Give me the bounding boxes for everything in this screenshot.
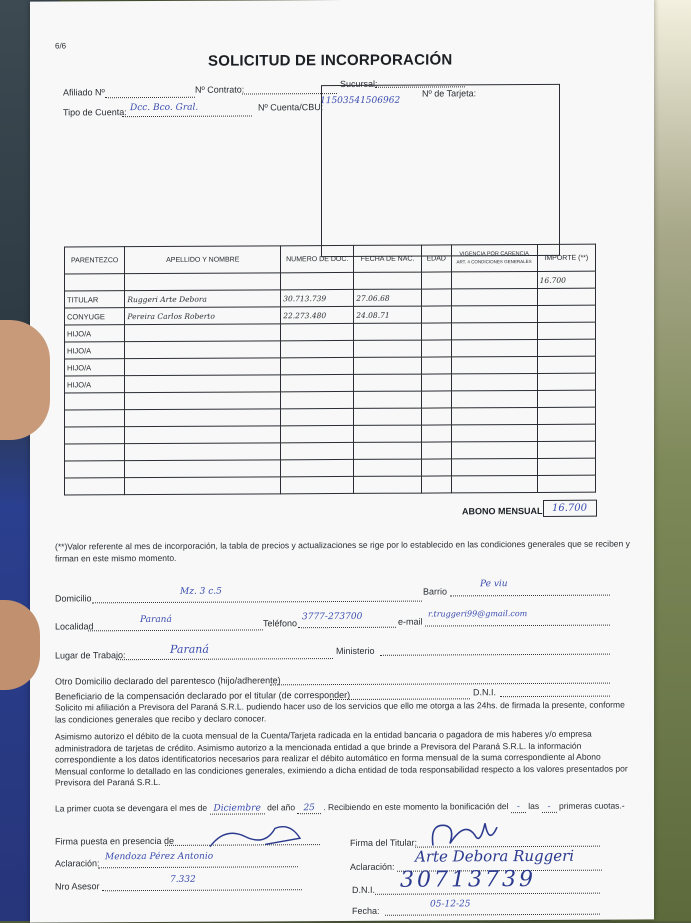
cell-parentezco[interactable]: HIJO/A xyxy=(65,376,125,393)
cell-parentezco[interactable] xyxy=(65,461,125,478)
cell-parentezco[interactable]: HIJO/A xyxy=(65,325,125,342)
barrio-value: Pe viu xyxy=(480,579,508,590)
aclaracion-left-label: Aclaración: xyxy=(55,858,100,869)
paragraph-affiliation: Solicito mi afiliación a Previsora del Paraná S.R.L. pudiendo hacer uso de los servicios que ello me otorga a las 24hs. de firmada la presente, conforme las condiciones generales que recibo y declaro conocer. xyxy=(55,699,625,725)
cell-nac[interactable] xyxy=(354,340,422,357)
tarjeta-label: Nº de Tarjeta: xyxy=(422,88,477,99)
tipo-cuenta-value: Dcc. Bco. Gral. xyxy=(130,102,199,114)
cell-parentezco[interactable] xyxy=(65,427,125,444)
domicilio-value: Mz. 3 c.5 xyxy=(180,586,222,597)
cell-vigencia[interactable] xyxy=(451,475,537,492)
aclaracion-left-value: Mendoza Pérez Antonio xyxy=(105,851,214,863)
cell-nombre[interactable] xyxy=(125,443,281,461)
table-row xyxy=(65,475,596,495)
beneficiario-dni-label: D.N.I. xyxy=(473,687,497,698)
abono-value: 16.700 xyxy=(543,500,597,517)
cell-importe[interactable] xyxy=(537,407,595,424)
cell-nac[interactable] xyxy=(354,357,422,374)
cell-nombre[interactable] xyxy=(125,273,281,291)
col-doc: NUMERO DE DOC. xyxy=(281,245,354,272)
fecha-line[interactable] xyxy=(385,914,600,916)
cell-edad[interactable] xyxy=(421,442,451,459)
cell-nac[interactable] xyxy=(354,272,422,289)
cell-doc[interactable] xyxy=(281,272,354,289)
beneficiario-label: Beneficiario de la compensación declarado por el titular (de corresponder) xyxy=(55,689,351,702)
barrio-label: Barrio xyxy=(423,586,448,597)
tipo-cuenta-line[interactable] xyxy=(122,115,252,117)
cuota-middle: . Recibiendo en este momento la bonificación del xyxy=(323,801,509,813)
cuota-bonif: - xyxy=(511,802,526,813)
email-value: r.truggeri99@gmail.com xyxy=(428,609,528,619)
cuota-line xyxy=(55,801,625,815)
beneficiario-dni-line[interactable] xyxy=(500,696,610,698)
cell-parentezco[interactable]: HIJO/A xyxy=(65,359,125,376)
cell-nombre[interactable] xyxy=(125,358,281,376)
cell-nac[interactable] xyxy=(354,323,422,340)
cell-importe[interactable] xyxy=(537,441,595,458)
telefono-label: Teléfono xyxy=(263,618,298,629)
col-vigencia-sub: ART. 4 CONDICIONES GENERALES xyxy=(456,259,532,265)
cell-edad[interactable] xyxy=(421,374,451,391)
asesor-label: Nro Asesor xyxy=(55,881,100,892)
asesor-value: 7.332 xyxy=(170,874,196,885)
abono-label: ABONO MENSUAL xyxy=(462,505,543,517)
col-parentezco: PARENTEZCO xyxy=(65,247,125,274)
cell-vigencia[interactable] xyxy=(451,424,537,441)
cell-edad[interactable] xyxy=(421,476,451,493)
cell-nac[interactable] xyxy=(354,476,422,493)
cell-parentezco[interactable] xyxy=(65,478,125,495)
col-edad: EDAD xyxy=(421,245,451,272)
cell-importe[interactable] xyxy=(537,288,595,305)
cell-importe[interactable]: 16.700 xyxy=(537,271,595,288)
cell-doc[interactable] xyxy=(281,476,354,493)
cell-parentezco[interactable]: CONYUGE xyxy=(65,308,125,325)
cell-edad[interactable] xyxy=(421,323,451,340)
cell-edad[interactable] xyxy=(421,459,451,476)
cell-doc[interactable]: 22.273.480 xyxy=(281,306,354,323)
cell-nac[interactable] xyxy=(354,459,422,476)
cell-nombre[interactable]: Ruggeri Arte Debora xyxy=(125,290,281,308)
fecha-label: Fecha: xyxy=(352,905,380,916)
cuota-las-label: las xyxy=(528,800,540,812)
cell-vigencia[interactable] xyxy=(451,390,537,407)
ministerio-label: Ministerio xyxy=(336,645,375,657)
members-table xyxy=(64,244,596,496)
cell-nombre[interactable] xyxy=(125,341,281,359)
localidad-value: Paraná xyxy=(140,614,172,626)
cell-edad[interactable] xyxy=(421,425,451,442)
cell-doc[interactable] xyxy=(281,391,354,408)
cell-importe[interactable] xyxy=(537,356,595,373)
contrato-label: Nº Contrato: xyxy=(195,84,245,95)
localidad-label: Localidad xyxy=(55,621,94,632)
aclaracion-left-line[interactable] xyxy=(98,866,298,868)
localidad-line[interactable] xyxy=(88,629,263,631)
asesor-line[interactable] xyxy=(102,889,302,891)
cell-parentezco[interactable] xyxy=(65,393,125,410)
cell-vigencia[interactable] xyxy=(451,441,537,458)
cell-importe[interactable] xyxy=(537,322,595,339)
cell-vigencia[interactable] xyxy=(451,339,537,356)
cell-parentezco[interactable]: TITULAR xyxy=(65,291,125,308)
domicilio-line[interactable] xyxy=(92,601,422,604)
cell-doc[interactable] xyxy=(281,442,354,459)
cell-vigencia[interactable] xyxy=(451,458,537,475)
advisor-signature xyxy=(205,816,315,855)
otro-domicilio-label: Otro Domicilio declarado del parentesco (hijo/adherente) xyxy=(55,675,281,687)
aclaracion-right-label: Aclaración: xyxy=(350,861,395,872)
cuota-mes: Diciembre xyxy=(210,803,265,814)
cell-nac[interactable] xyxy=(354,425,422,442)
cell-edad[interactable] xyxy=(421,391,451,408)
cell-doc[interactable] xyxy=(281,340,354,357)
afiliado-line[interactable] xyxy=(105,97,195,98)
cell-edad[interactable] xyxy=(421,272,451,289)
cell-vigencia[interactable] xyxy=(451,407,537,424)
cell-doc[interactable] xyxy=(281,357,354,374)
cbu-label: Nº Cuenta/CBU: xyxy=(258,102,324,113)
col-nombre: APELLIDO Y NOMBRE xyxy=(125,246,281,274)
thumb-top xyxy=(0,320,50,440)
col-importe: IMPORTE (**) xyxy=(537,244,595,271)
table-body xyxy=(65,271,596,495)
cuota-suffix: primeras cuotas.- xyxy=(558,800,625,811)
cell-nac[interactable]: 24.08.71 xyxy=(354,306,422,323)
cell-nombre[interactable] xyxy=(125,375,281,393)
cbu-value: 11503541506962 xyxy=(320,95,401,107)
table-header-row xyxy=(65,244,596,274)
cell-doc[interactable] xyxy=(281,323,354,340)
paragraph-authorization: Asimismo autorizo el débito de la cuota mensual de la Cuenta/Tarjeta radicada en la entidad bancaria o pagadora de mis haberes y/o empresa administradora de tarjetas de crédito. Asimismo autorizo a la mencionada entidad a que brinde a Previsora del Paraná S.R.L. la información correspondiente a los datos identificatorios necesarios para realizar el débito automático en forma mensual de la suma correspondiente al Abono Mensual conforme lo detallado en las condiciones generales, eximiendo a dicha entidad de toda responsabilidad respecto a los valores presentados por Previsora del Paraná S.R.L. xyxy=(55,728,628,788)
form-sheet xyxy=(30,0,654,923)
sucursal-label: Sucursal: xyxy=(340,78,378,90)
cell-edad[interactable] xyxy=(421,340,451,357)
domicilio-label: Domicilio xyxy=(55,593,92,604)
cell-parentezco[interactable] xyxy=(65,444,125,461)
email-line[interactable] xyxy=(425,625,610,627)
cell-vigencia[interactable] xyxy=(451,322,537,339)
cell-vigencia[interactable] xyxy=(451,373,537,390)
cuota-las: - xyxy=(542,802,557,813)
trabajo-line[interactable] xyxy=(118,658,333,660)
cell-edad[interactable] xyxy=(421,289,451,306)
cell-doc[interactable] xyxy=(281,408,354,425)
cell-nombre[interactable] xyxy=(125,426,281,444)
photo-box xyxy=(321,84,560,257)
dni-value: 30713739 xyxy=(400,866,536,893)
cell-edad[interactable] xyxy=(421,357,451,374)
form-title: SOLICITUD DE INCORPORACIÓN xyxy=(208,51,453,70)
cell-importe[interactable] xyxy=(537,475,595,492)
email-label: e-mail xyxy=(398,616,423,627)
cell-nombre[interactable]: Pereira Carlos Roberto xyxy=(125,307,281,325)
note-text: (**)Valor referente al mes de incorporación, la tabla de precios y actualizaciones se rige por lo establecido en las condiciones generales que se reciben y firman en este mismo momento. xyxy=(55,538,630,564)
cell-doc[interactable]: 30.713.739 xyxy=(281,289,354,306)
barrio-line[interactable] xyxy=(450,595,610,597)
col-vigencia-title: VIGENCIA POR CARENCIA xyxy=(459,251,529,258)
cell-edad[interactable] xyxy=(421,408,451,425)
dni-label: D.N.I. xyxy=(352,884,376,895)
trabajo-value: Paraná xyxy=(170,642,209,656)
cell-nombre[interactable] xyxy=(125,409,281,427)
cell-parentezco[interactable]: HIJO/A xyxy=(65,342,125,359)
titular-label: Firma del Titular: xyxy=(350,837,418,848)
cell-importe[interactable] xyxy=(537,390,595,407)
ministerio-line[interactable] xyxy=(380,654,610,656)
cell-nombre[interactable] xyxy=(125,392,281,410)
cuota-anio-label: del año xyxy=(267,802,296,813)
trabajo-label: Lugar de Trabajo: xyxy=(55,650,126,661)
cell-nac[interactable] xyxy=(354,408,422,425)
aclaracion-right-value: Arte Debora Ruggeri xyxy=(415,846,575,866)
cell-importe[interactable] xyxy=(537,373,595,390)
cell-nombre[interactable] xyxy=(125,477,281,495)
tipo-cuenta-label: Tipo de Cuenta: xyxy=(63,107,127,118)
cell-vigencia[interactable] xyxy=(451,271,537,288)
col-nac: FECHA DE NAC. xyxy=(354,245,422,272)
cell-importe[interactable] xyxy=(537,458,595,475)
cuota-anio: 25 xyxy=(297,803,320,814)
cell-nombre[interactable] xyxy=(125,460,281,478)
cell-doc[interactable] xyxy=(281,425,354,442)
afiliado-label: Afiliado Nº xyxy=(63,87,105,98)
cell-nombre[interactable] xyxy=(125,324,281,342)
cell-importe[interactable] xyxy=(537,305,595,322)
cell-nac[interactable] xyxy=(354,442,422,459)
cell-parentezco[interactable] xyxy=(65,410,125,427)
telefono-line[interactable] xyxy=(298,627,396,629)
cell-edad[interactable] xyxy=(421,306,451,323)
col-vigencia xyxy=(451,244,537,271)
dni-line[interactable] xyxy=(375,893,600,895)
fecha-value: 05-12-25 xyxy=(430,899,471,910)
cell-parentezco[interactable] xyxy=(65,274,125,291)
cuota-prefix: La primer cuota se devengara el mes de xyxy=(55,802,208,814)
otro-domicilio-line[interactable] xyxy=(270,683,610,686)
cell-doc[interactable] xyxy=(281,374,354,391)
presencia-label: Firma puesta en presencia de xyxy=(55,835,175,847)
cell-importe[interactable] xyxy=(537,339,595,356)
telefono-value: 3777-273700 xyxy=(302,611,363,623)
cell-doc[interactable] xyxy=(281,459,354,476)
cell-vigencia[interactable] xyxy=(451,288,537,305)
cell-importe[interactable] xyxy=(537,424,595,441)
cell-nac[interactable]: 27.06.68 xyxy=(354,289,422,306)
cell-vigencia[interactable] xyxy=(451,356,537,373)
cell-nac[interactable] xyxy=(354,391,422,408)
cell-nac[interactable] xyxy=(354,374,422,391)
page-number: 6/6 xyxy=(55,41,67,51)
cell-vigencia[interactable] xyxy=(451,305,537,322)
